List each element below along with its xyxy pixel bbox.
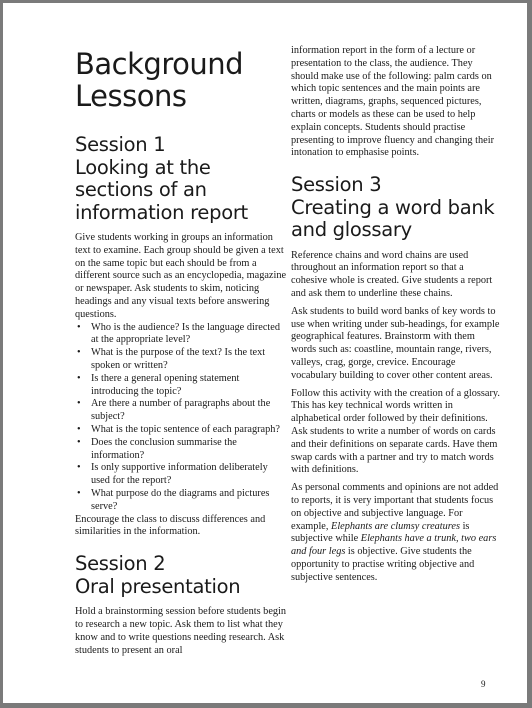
session1-question-list bbox=[75, 322, 287, 514]
page-number: 9 bbox=[481, 679, 486, 689]
session3-paragraph-4 bbox=[291, 482, 501, 584]
question-item: • Are there a number of paragraphs about the subject? bbox=[91, 398, 287, 424]
session3-paragraph-1: Reference chains and word chains are used throughout an information report so that a cohesive whole is created. Give students a report and ask them to underline these chains. bbox=[291, 249, 493, 300]
session1-heading-line3: sections of an bbox=[75, 178, 207, 201]
p4-text-start: As personal comments and opinions are not added to reports, it is very important that students focus on objective and subjective language. For example, bbox=[291, 482, 499, 532]
session2-heading-line2: Oral presentation bbox=[75, 574, 241, 598]
session3-heading bbox=[291, 174, 501, 242]
page-title bbox=[75, 48, 243, 112]
question-item: • Does the conclusion summarise the information? bbox=[91, 437, 287, 463]
session3-heading-line3: and glossary bbox=[291, 218, 412, 242]
session3-paragraph-3: Follow this activity with the creation of a glossary. This has key technical words written in alphabetical order followed by their definitions. Ask students to write a number of words on cards and their definitions on separate cards. Have them swap cards with a partner and try to match words with definitions. bbox=[291, 387, 500, 476]
left-column bbox=[75, 134, 287, 662]
session3-heading-line2: Creating a word bank bbox=[291, 195, 495, 219]
session2-body-continued: information report in the form of a lecture or presentation to the class, the audience. They should make use of the following: palm cards on which topic sentences and the main points are written, diagrams, graphs, sequenced pictures, charts or models as these can be used to help explain concepts. Students should practise presenting to improve fluency and changing their intonation to emphasise points. bbox=[291, 45, 495, 159]
p4-text-end: is objective. Give students the opportunity to practise writing objective and subjective sentences. bbox=[291, 546, 475, 583]
session2-body-start: Hold a brainstorming session before students begin to research a new topic. Ask them to list what they know and to write questions needing research. Ask students to present an oral bbox=[75, 606, 287, 656]
session2-heading bbox=[75, 553, 287, 598]
question-item: • Is there a general opening statement introducing the topic? bbox=[91, 373, 287, 399]
question-item: • Is only supportive information deliberately used for the report? bbox=[91, 462, 287, 488]
session3-paragraph-2: Ask students to build word banks of key words to use when writing under sub-headings, for example geographical features. Brainstorm with them words such as: coastline, mountain range, rivers, valleys, crag, gorge, crevice. Encourage vocabulary building to cover other content areas. bbox=[291, 305, 500, 381]
page-title-line2: Lessons bbox=[75, 79, 187, 113]
p4-text-middle: is subjective while bbox=[291, 520, 470, 545]
session1-closing: Encourage the class to discuss differences and similarities in the information. bbox=[75, 513, 266, 538]
session3-heading-line1: Session 3 bbox=[291, 173, 382, 197]
session1-heading-line4: information report bbox=[75, 200, 248, 224]
question-item: • What purpose do the diagrams and pictures serve? bbox=[91, 488, 287, 514]
question-item: • Who is the audience? Is the language directed at the appropriate level? bbox=[91, 322, 287, 348]
question-item: • What is the topic sentence of each paragraph? bbox=[91, 424, 287, 437]
session1-intro: Give students working in groups an information text to examine. Each group should be given a text on the same topic but each should be from a different source such as an encyclopedia, magazine or newspaper. Ask students to skim, noticing headings and any visual texts before answering questions. bbox=[75, 232, 287, 320]
session1-heading-line1: Session 1 bbox=[75, 133, 166, 156]
document-page bbox=[3, 3, 527, 703]
session1-heading-line2: Looking at the bbox=[75, 155, 211, 179]
session1-heading bbox=[75, 134, 287, 224]
subjective-example: Elephants are clumsy creatures bbox=[331, 520, 460, 532]
page-title-line1: Background bbox=[75, 47, 244, 81]
question-item: • What is the purpose of the text? Is the text spoken or written? bbox=[91, 347, 287, 373]
objective-example: Elephants have a trunk, two ears and four legs bbox=[291, 533, 497, 558]
session2-heading-line1: Session 2 bbox=[75, 552, 166, 576]
right-column bbox=[291, 45, 501, 590]
